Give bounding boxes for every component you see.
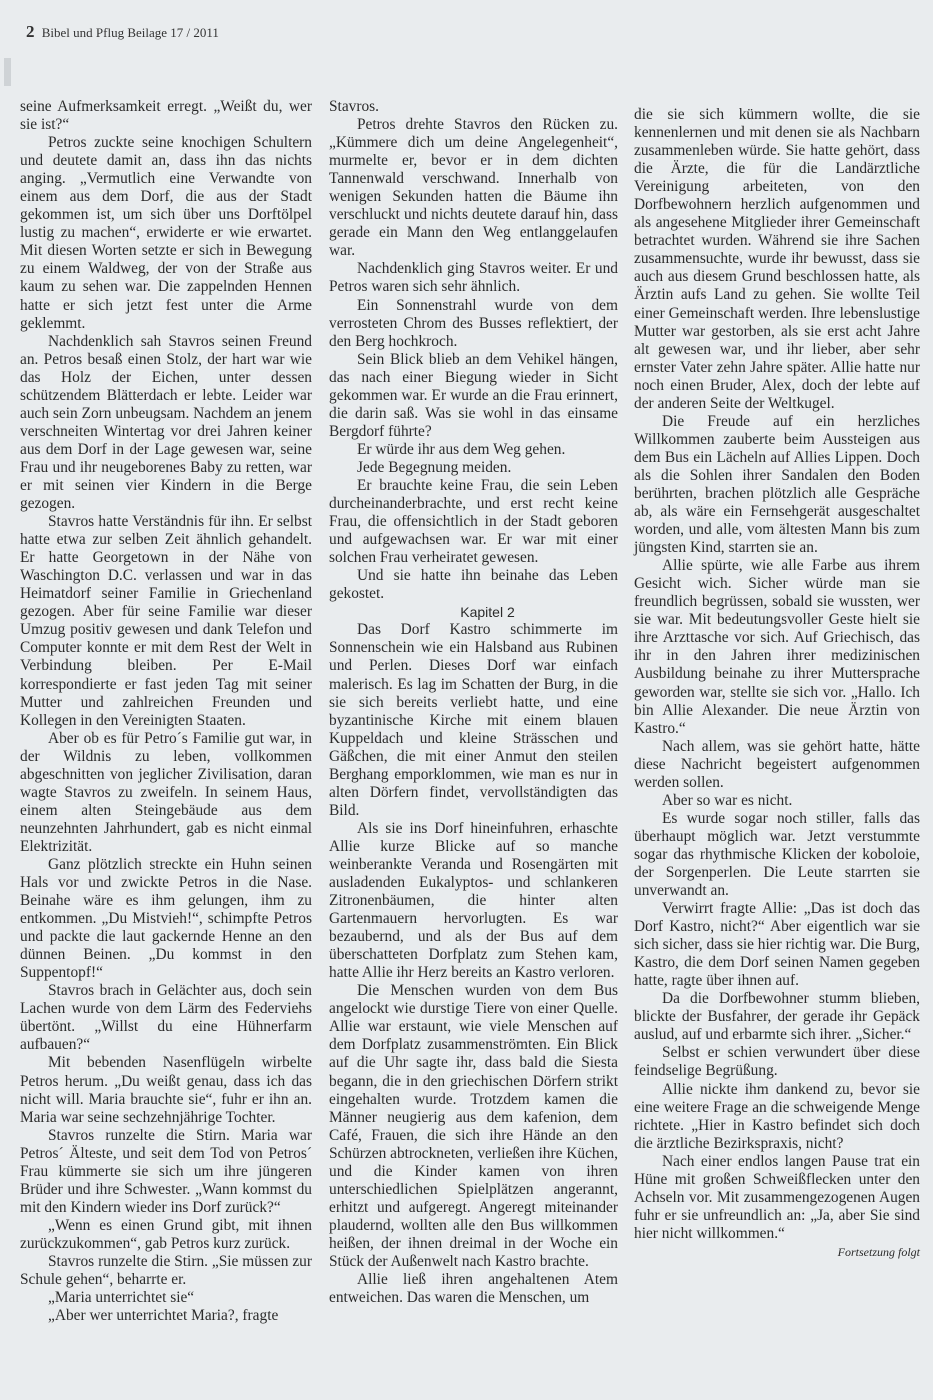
paragraph: seine Aufmerksamkeit erregt. „Weißt du, wer sie ist?“ bbox=[20, 98, 312, 134]
paragraph: Er brauchte keine Frau, die sein Leben durcheinanderbrachte, und erst recht keine Frau, die offensichtlich in der Stadt geboren und aufgewachsen war. Er war mit einer solchen Frau verheiratet gewesen. bbox=[329, 476, 618, 567]
paragraph: Sein Blick blieb an dem Vehikel hängen, das nach einer Biegung wieder in Sicht gekommen war. Er wurde an die Frau erinnert, die darin saß. Was sie wohl in das einsame Bergdorf führte? bbox=[329, 350, 618, 440]
paragraph: Aber ob es für Petro´s Familie gut war, in der Wildnis zu leben, vollkommen abgeschnitten von jeglicher Zivilisation, daran wagte Stavros zu zweifeln. In seinem Haus, einem alten Steingebäude aus dem neunzehnten Jahrhundert, gab es nicht einmal Elektrizität. bbox=[20, 729, 312, 855]
text-column-2 bbox=[329, 98, 618, 1307]
paragraph: „Wenn es einen Grund gibt, mit ihnen zurückzukommen“, gab Petros kurz zurück. bbox=[20, 1216, 312, 1252]
paragraph: Nach einer endlos langen Pause trat ein Hüne mit großen Schweißflecken unter den Achseln vor. Mit zusammengezogenen Augen fuhr er sie unfreundlich an: „Ja, aber Sie sind hier nicht willkommen.“ bbox=[634, 1152, 920, 1242]
page-header bbox=[26, 22, 219, 42]
paragraph: Petros drehte Stavros den Rücken zu. „Kümmere dich um deine Angelegenheit“, murmelte er, bevor er in dem dichten Tannenwald verschwand. Innerhalb von wenigen Sekunden hatten die Bäume ihn verschluckt und nichts deutete darauf hin, dass gerade ein Mann den Weg entlanggelaufen war. bbox=[329, 116, 618, 260]
paragraph: Das Dorf Kastro schimmerte im Sonnenschein wie ein Halsband aus Rubinen und Perlen. Dieses Dorf war einfach malerisch. Es lag im Schatten der Burg, in die sie sich bereits verliebt hatte, und eine byzantinische Kirche mit einem blauen Kuppeldach und kleine Strässchen und Gäßchen, die mit einer Anmut den steilen Berghang emporklommen, wie man es nur in alten Dörfern findet, vervollständigten das Bild. bbox=[329, 621, 618, 819]
paragraph: Nachdenklich ging Stavros weiter. Er und Petros waren sich sehr ähnlich. bbox=[329, 260, 618, 296]
column-2-lower bbox=[329, 621, 618, 1307]
column-2-upper bbox=[329, 98, 618, 603]
paragraph: Stavros runzelte die Stirn. Maria war Petros´ Älteste, und seit dem Tod von Petros´ Frau kümmerte sie sich um ihre jüngeren Brüder und ihre Schwester. „Wann kommst du mit den Kindern wieder ins Dorf zurück?“ bbox=[20, 1126, 312, 1216]
paragraph: „Maria unterrichtet sie“ bbox=[48, 1289, 195, 1307]
paragraph: Allie nickte ihm dankend zu, bevor sie eine weitere Frage an die schweigende Menge richtete. „Hier in Kastro befindet sich doch die ärztliche Bezirkspraxis, nicht? bbox=[634, 1080, 920, 1152]
paragraph: Stavros. bbox=[329, 98, 380, 115]
paragraph: Ganz plötzlich streckte ein Huhn seinen Hals vor und zwickte Petros in die Nase. Beinahe wäre es ihm gelungen, ihm zu entkommen. „Du Mistvieh!“, schimpfte Petros und packte die laut gackernde Henne an den dünnen Beinen. „Du kommst in den Suppentopf!“ bbox=[20, 855, 312, 982]
paragraph: die sie sich kümmern wollte, die sie kennenlernen und mit denen sie als Nachbarn zusammenleben würde. Sie hatte gehört, dass die Ärzte, die für die Landärztliche Vereinigung arbeiteten, von den Dorfbewohnern herzlich aufgenommen und als angesehene Mitglieder ihrer Gemeinschaft betrachtet wurden. Während sie ihre Sachen zusammensuchte, wurde ihr bewusst, dass sie auch aus diesem Grund beschlossen hatte, als Ärztin aufs Land zu gehen. Sie wollte Teil einer Gemeinschaft werden. Ihre lebenslustige Mutter war gestorben, als sie erst acht Jahre alt gewesen war, und ihr lieber, aber sehr ernster Vater zehn Jahre später. Allie hatte nur noch einen Bruder, Alex, doch der lebte auf der anderen Seite der Weltkugel. bbox=[634, 106, 920, 412]
paragraph: Selbst er schien verwundert über diese feindselige Begrüßung. bbox=[634, 1044, 920, 1080]
paragraph: Nach allem, was sie gehört hatte, hätte diese Nachricht begeistert aufgenommen werden sollen. bbox=[634, 737, 920, 791]
paragraph: Und sie hatte ihn beinahe das Leben gekostet. bbox=[329, 567, 618, 603]
paragraph: Verwirrt fragte Allie: „Das ist doch das Dorf Kastro, nicht?“ Aber eigentlich war sie sich sicher, dass sie hier richtig war. Die Burg, Kastro, die dem Dorf seinen Namen gegeben hatte, ragte über ihnen auf. bbox=[634, 900, 920, 990]
paragraph: Die Freude auf ein herzliches Willkommen zauberte beim Aussteigen aus dem Bus ein Lächeln auf Allies Lippen. Doch als die Sohlen ihrer Sandalen den Boden berührten, brachen plötzlich alle Gespräche ab, als wäre ein Fernsehgerät ausgeschaltet worden, und alle, vom ältesten Mann bis zum jüngsten Kind, starrten sie an. bbox=[634, 412, 920, 557]
text-column-3 bbox=[634, 106, 920, 1261]
paragraph: Die Menschen wurden von dem Bus angelockt wie durstige Tiere von einer Quelle. Allie war erstaunt, wie viele Menschen auf dem Dorfplatz zusammenströmten. Ein Blick auf die Uhr sagte ihr, dass bald die Siesta begann, die in den griechischen Dörfern strikt eingehalten wurde. Trotzdem kamen die Männer neugierig aus dem kafenion, dem Café, Frauen, die sich ihre Hände an den Schürzen abtrockneten, verließen ihre Küchen, und die Kinder kamen von ihren unterschiedlichen Spielplätzen angerannt, erhitzt und aufgeregt. Angeregt miteinander plaudernd, wollten alle den Bus willkommen heißen, der ihnen dreimal in der Woche ein Stück der Außenwelt nach Kastro brachte. bbox=[329, 982, 618, 1270]
paragraph: Aber so war es nicht. bbox=[662, 791, 793, 809]
paragraph: Allie ließ ihren angehaltenen Atem entweichen. Das waren die Menschen, um bbox=[329, 1271, 618, 1307]
chapter-title: Kapitel 2 bbox=[460, 604, 515, 621]
column-3-body bbox=[634, 106, 920, 1243]
paragraph: „Aber wer unterrichtet Maria?, fragte bbox=[48, 1307, 279, 1325]
text-column-1 bbox=[20, 98, 312, 1325]
page-edge-mark bbox=[4, 58, 11, 86]
paragraph: Stavros runzelte die Stirn. „Sie müssen zur Schule gehen“, beharrte er. bbox=[20, 1253, 312, 1289]
page-number: 2 bbox=[26, 22, 35, 41]
paragraph: Als sie ins Dorf hineinfuhren, erhaschte Allie kurze Blicke auf so manche weinberankte Veranda und Rosengärten mit ausladenden Eukalyptos- und schlankeren Zitronenbäumen, die hinter alten Gartenmauern hervorlugten. Es war bezaubernd, und als der Bus auf dem überschatteten Dorfplatz zum Stehen kam, hatte Allie ihr Herz bereits an Kastro verloren. bbox=[329, 819, 618, 982]
paragraph: Mit bebenden Nasenflügeln wirbelte Petros herum. „Du weißt genau, dass ich das nicht will. Maria brauchte sie“, fuhr er ihn an. Maria war seine sechzehnjährige Tochter. bbox=[20, 1054, 312, 1126]
paragraph: Stavros hatte Verständnis für ihn. Er selbst hatte etwa zur selben Zeit ähnlich gehandelt. Er hatte Georgetown in der Nähe von Waschington D.C. verlassen und war in das Heimatdorf seiner Familie in Griechenland gezogen. Aber für seine Familie war dieser Umzug positiv gewesen und dank Telefon und Computer konnte er mit dem Rest der Welt in Verbindung bleiben. Per E-Mail korrespondierte er fast jeden Tag mit seiner Mutter und zahlreichen Freunden und Kollegen in den Vereinigten Staaten. bbox=[20, 513, 312, 729]
paragraph: Er würde ihr aus dem Weg gehen. bbox=[357, 440, 566, 458]
publication-title: Bibel und Pflug Beilage 17 / 2011 bbox=[41, 25, 219, 40]
paragraph: Ein Sonnenstrahl wurde von dem verrosteten Chrom des Busses reflektiert, der den Berg hochkroch. bbox=[329, 296, 618, 350]
paragraph: Stavros brach in Gelächter aus, doch sein Lachen wurde von dem Lärm des Federviehs übertönt. „Willst du eine Hühnerfarm aufbauen?“ bbox=[20, 982, 312, 1054]
paragraph: Allie spürte, wie alle Farbe aus ihrem Gesicht wich. Sicher würde man sie freundlich begrüssen, sobald sie wussten, wer sie war. Mit bedeutungsvoller Geste hielt sie ihre Arzttasche vor sich. Auf Griechisch, das ihr in den Jahren ihrer medizinischen Ausbildung beinahe zu ihrer Muttersprache geworden war, stellte sie sich vor. „Hallo. Ich bin Allie Alexander. Die neue Ärztin von Kastro.“ bbox=[634, 557, 920, 737]
paragraph: Jede Begegnung meiden. bbox=[357, 458, 512, 476]
paragraph: Da die Dorfbewohner stumm blieben, blickte der Busfahrer, der gerade ihr Gepäck auslud, auf und erbarmte sich ihrer. „Sicher.“ bbox=[634, 990, 920, 1044]
paragraph: Nachdenklich sah Stavros seinen Freund an. Petros besaß einen Stolz, der hart war wie das Holz der Eichen, unter dessen schützendem Blätterdach er lebte. Leider war auch sein Zorn unbeugsam. Nachdem an jenem verschneiten Wintertag vor drei Jahren keiner aus dem Dorf in der Lage gewesen war, seine Frau und ihr neugeborenes Baby zu retten, war er mit seinen vier Kindern in die Berge gezogen. bbox=[20, 332, 312, 513]
paragraph: Es wurde sogar noch stiller, falls das überhaupt möglich war. Jetzt verstummte sogar das rhythmische Klicken der koboloie, der Sorgenperlen. Die Leute starrten sie unverwandt an. bbox=[634, 809, 920, 900]
paragraph: Petros zuckte seine knochigen Schultern und deutete damit an, dass ihn das nichts anging. „Vermutlich eine Verwandte von einem aus dem Dorf, die aus der Stadt gekommen ist, um sich über uns Dorftölpel lustig zu machen“, erwiderte er wie erwartet. Mit diesen Worten setzte er sich in Bewegung zu einem Waldweg, der von der Straße aus kaum zu sehen war. Die zappelnden Hennen hatte er sich jetzt fest unter die Arme geklemmt. bbox=[20, 134, 312, 332]
continuation-note: Fortsetzung folgt bbox=[837, 1244, 920, 1259]
